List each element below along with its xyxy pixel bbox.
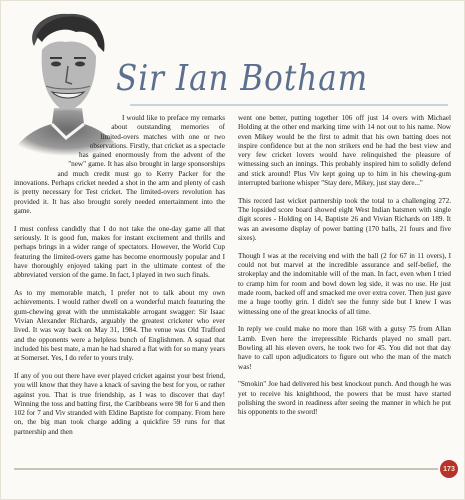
- paragraph: Though I was at the receiving end with the ball (2 for 67 in 11 overs), I could not but marvel at the incredible assurance and self-belief, the strokeplay and the indomitable will of the man. In fact, even when I tried to cramp him for room and bowl down leg side, it was no use. He just made room, backed off and smacked me over extra cover. Then just gave me a huge toothy grin. I didn't see the funny side but I knew I was witnessing one of the great knocks of all time.: [238, 251, 451, 316]
- title-divider: [130, 104, 448, 106]
- page-title: Sir Ian Botham: [116, 58, 369, 100]
- paragraph: This record last wicket partnership took the total to a challenging 272. The lopsided score board showed eight West Indian batsmen with single digit scores - Holding on 14, Baptiste 26 and Vivian Richards on 189. It was an awesome display of power batting (170 balls, 21 fours and five sixes).: [238, 196, 451, 243]
- page-number-badge: 173: [440, 460, 458, 478]
- paragraph: In reply we could make no more than 168 with a gutsy 75 from Allan Lamb. Even here the irrepressible Richards played no small part. Bowling all his eleven overs, he took two for 45. You did not that day have to call upon adjudicators to figure out who the man of the match was!: [238, 325, 451, 371]
- paragraph: As to my memorable match, I prefer not to talk about my own achievements. I would rather dwell on a wonderful match featuring the gum-chewing great with the unmistakable arrogant swagger: Sir Isaac Vivian Alexander Richards, arguably the greatest cricketer who ever lived. It was way back on May 31, 1984. The venue was Old Trafford and the opponents were a helpless bunch of Englishmen. A squad that included his best mate, a man he had shared a flat with for so many years at Somerset. Yes, I do refer to yours truly.: [14, 289, 225, 363]
- left-column: [14, 114, 225, 446]
- paragraph: I must confess candidly that I do not take the one-day game all that seriously. It is good fun, makes for instant excitement and thrills and perhaps brings in a wider range of spectators. However, the World Cup featuring the limited-overs game has become enormously popular and I have thoroughly enjoyed taking part in the ultimate contest of the abbreviated version of the game. In fact, I played in two such finals.: [14, 224, 225, 280]
- footer-divider: [14, 468, 438, 470]
- paragraph: went one better, putting together 106 off just 14 overs with Michael Holding at the other end marking time with 14 not out to his name. Now even Mikey would be the first to admit that his own batting does not inspire confidence but at the non strikers end he had the best view and very few cricket lovers would have relinquished the pleasure of witnessing such an innings. This probably inspired him to solidly defend and stick around! Plus Viv kept going up to him in his chewing-gum interrupted baritone whisper "Stay dere, Mikey, just stay dere...": [238, 114, 451, 188]
- paragraph: "Smokin" Joe had delivered his best knockout punch. And though he was yet to receive his knighthood, the powers that be must have started polishing the sword in readiness after seeing the manner in which he put his opponents to the sword!: [238, 380, 451, 417]
- paragraph: I would like to preface my remarks about outstanding memories of limited-overs matches with one or two observations. Firstly, that cricket as a spectacle has gained enormously from the advent of the "new" game. It has also brought in large sponsorships and much credit must go to Kerry Packer for the innovations. Perhaps cricket needed a shot in the arm and plenty of cash is pretty necessary for Test cricket. The limited-overs revolution has provided it. It has also brought sorely needed entertainment into the game.: [14, 114, 225, 215]
- paragraph: If any of you out there have ever played cricket against your best friend, you will know that they have a knack of saving the best for you, or rather against you. That is true friendship, as I was to discover that day! Winning the toss and batting first, the Caribbeans were 98 for 6 and then 102 for 7 and Viv stranded with Eldine Baptiste for company. From here on, the big man took charge adding a quickfire 59 runs for that partnership and then: [14, 371, 225, 436]
- right-column: [238, 114, 451, 426]
